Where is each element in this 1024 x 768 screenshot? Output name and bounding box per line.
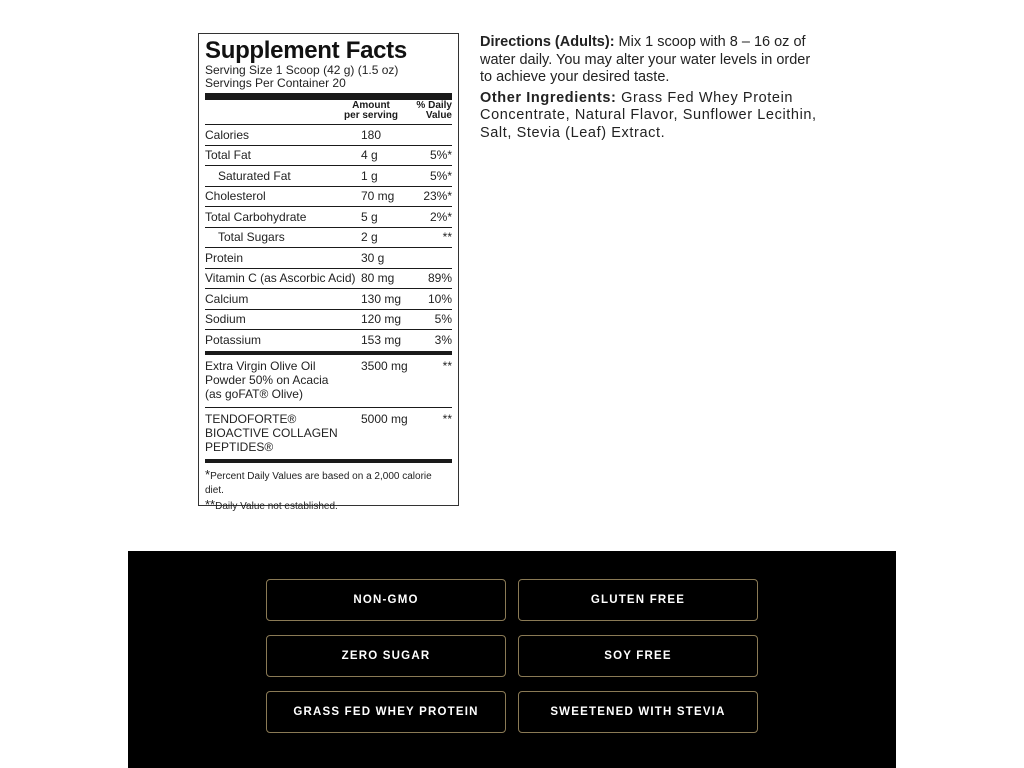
badge-soy-free: SOY FREE <box>518 635 758 677</box>
column-header <box>205 100 452 125</box>
ingredients-text: Grass Fed Whey Protein Concentrate, Natural Flavor, Sunflower Lecithin, Salt, Stevia (Leaf) Extract. <box>480 89 817 141</box>
special-ingredient-row <box>205 408 452 459</box>
badge-gluten-free: GLUTEN FREE <box>518 579 758 621</box>
nutrient-name: Protein <box>205 250 244 265</box>
footnotes <box>205 463 452 514</box>
nutrient-row <box>205 166 452 187</box>
nutrient-row <box>205 125 452 146</box>
nutrient-amount: 2 g <box>361 230 378 245</box>
nutrient-row <box>205 228 452 249</box>
ingredient-dv: ** <box>442 358 452 373</box>
ingredients-paragraph <box>480 90 826 143</box>
nutrient-name: Saturated Fat <box>218 168 291 183</box>
footnote-text: Percent Daily Values are based on a 2,000 calorie diet. <box>205 470 432 496</box>
nutrient-amount: 80 mg <box>361 271 395 286</box>
nutrient-dv: 23%* <box>423 189 452 204</box>
nutrient-amount: 5 g <box>361 209 378 224</box>
nutrient-dv: 5%* <box>429 148 452 163</box>
directions-block <box>480 34 826 145</box>
nutrient-row <box>205 146 452 167</box>
ingredient-name-line: PEPTIDES® <box>205 439 274 454</box>
nutrient-amount: 130 mg <box>361 291 402 306</box>
footnote-percent-dv <box>205 468 452 498</box>
nutrient-dv: 3% <box>434 333 452 348</box>
directions-label: Directions (Adults): <box>480 34 615 50</box>
nutrient-row <box>205 310 452 331</box>
nutrient-row <box>205 330 452 351</box>
ingredients-label: Other Ingredients: <box>480 89 617 106</box>
footnote-text: Daily Value not established. <box>215 500 338 512</box>
footnote-star: * <box>205 466 211 482</box>
nutrient-name: Vitamin C (as Ascorbic Acid) <box>205 271 356 286</box>
nutrient-row <box>205 187 452 208</box>
directions-text: Mix 1 scoop with 8 – 16 oz of water daily. You may alter your water levels in order to achieve your desired taste. <box>480 34 811 85</box>
nutrient-name: Total Sugars <box>218 230 285 245</box>
nutrient-name: Calories <box>205 127 250 142</box>
badge-sweetened-stevia: SWEETENED WITH STEVIA <box>518 691 758 733</box>
daily-value-column-header: % Daily Value <box>416 100 452 121</box>
nutrient-amount: 120 mg <box>361 312 402 327</box>
nutrient-dv: 10% <box>427 291 452 306</box>
ingredient-name-line: Powder 50% on Acacia <box>205 372 329 387</box>
nutrient-row <box>205 248 452 269</box>
badge-non-gmo: NON-GMO <box>266 579 506 621</box>
thick-divider <box>205 93 452 100</box>
nutrient-amount: 1 g <box>361 168 378 183</box>
footnote-star: ** <box>205 496 216 512</box>
ingredient-name-line: BIOACTIVE COLLAGEN <box>205 425 338 440</box>
ingredient-name-line: Extra Virgin Olive Oil <box>205 358 316 373</box>
nutrient-dv: 5% <box>434 312 452 327</box>
serving-size: Serving Size 1 Scoop (42 g) (1.5 oz) <box>205 63 399 77</box>
ingredient-name-line: (as goFAT® Olive) <box>205 386 303 401</box>
facts-title: Supplement Facts <box>205 37 407 64</box>
servings-per-container: Servings Per Container 20 <box>205 76 346 90</box>
badge-zero-sugar: ZERO SUGAR <box>266 635 506 677</box>
ingredient-dv: ** <box>442 411 452 426</box>
nutrient-rows <box>205 125 452 351</box>
nutrient-dv: ** <box>442 230 452 245</box>
feature-badges-panel <box>128 551 896 768</box>
badge-grass-fed-whey: GRASS FED WHEY PROTEIN <box>266 691 506 733</box>
directions-paragraph <box>480 34 826 87</box>
ingredient-name-line: TENDOFORTE® <box>205 411 297 426</box>
nutrient-amount: 70 mg <box>361 189 395 204</box>
nutrient-amount: 153 mg <box>361 333 402 348</box>
nutrient-row <box>205 207 452 228</box>
nutrient-dv: 2%* <box>429 209 452 224</box>
footnote-dv-not-established <box>205 498 452 514</box>
nutrient-name: Sodium <box>205 312 246 327</box>
nutrient-row <box>205 269 452 290</box>
nutrient-dv: 89% <box>427 271 452 286</box>
nutrient-row <box>205 289 452 310</box>
nutrient-amount: 180 <box>361 127 382 142</box>
nutrient-amount: 4 g <box>361 148 378 163</box>
nutrient-name: Total Carbohydrate <box>205 209 307 224</box>
ingredient-amount: 5000 mg <box>361 411 408 426</box>
nutrient-name: Calcium <box>205 291 249 306</box>
ingredient-amount: 3500 mg <box>361 358 408 373</box>
nutrient-amount: 30 g <box>361 250 385 265</box>
nutrient-name: Potassium <box>205 333 262 348</box>
supplement-facts-panel <box>198 33 459 512</box>
special-ingredient-row <box>205 355 452 408</box>
nutrient-dv: 5%* <box>429 168 452 183</box>
amount-column-header: Amount per serving <box>344 100 398 121</box>
nutrient-name: Total Fat <box>205 148 252 163</box>
nutrient-name: Cholesterol <box>205 189 266 204</box>
